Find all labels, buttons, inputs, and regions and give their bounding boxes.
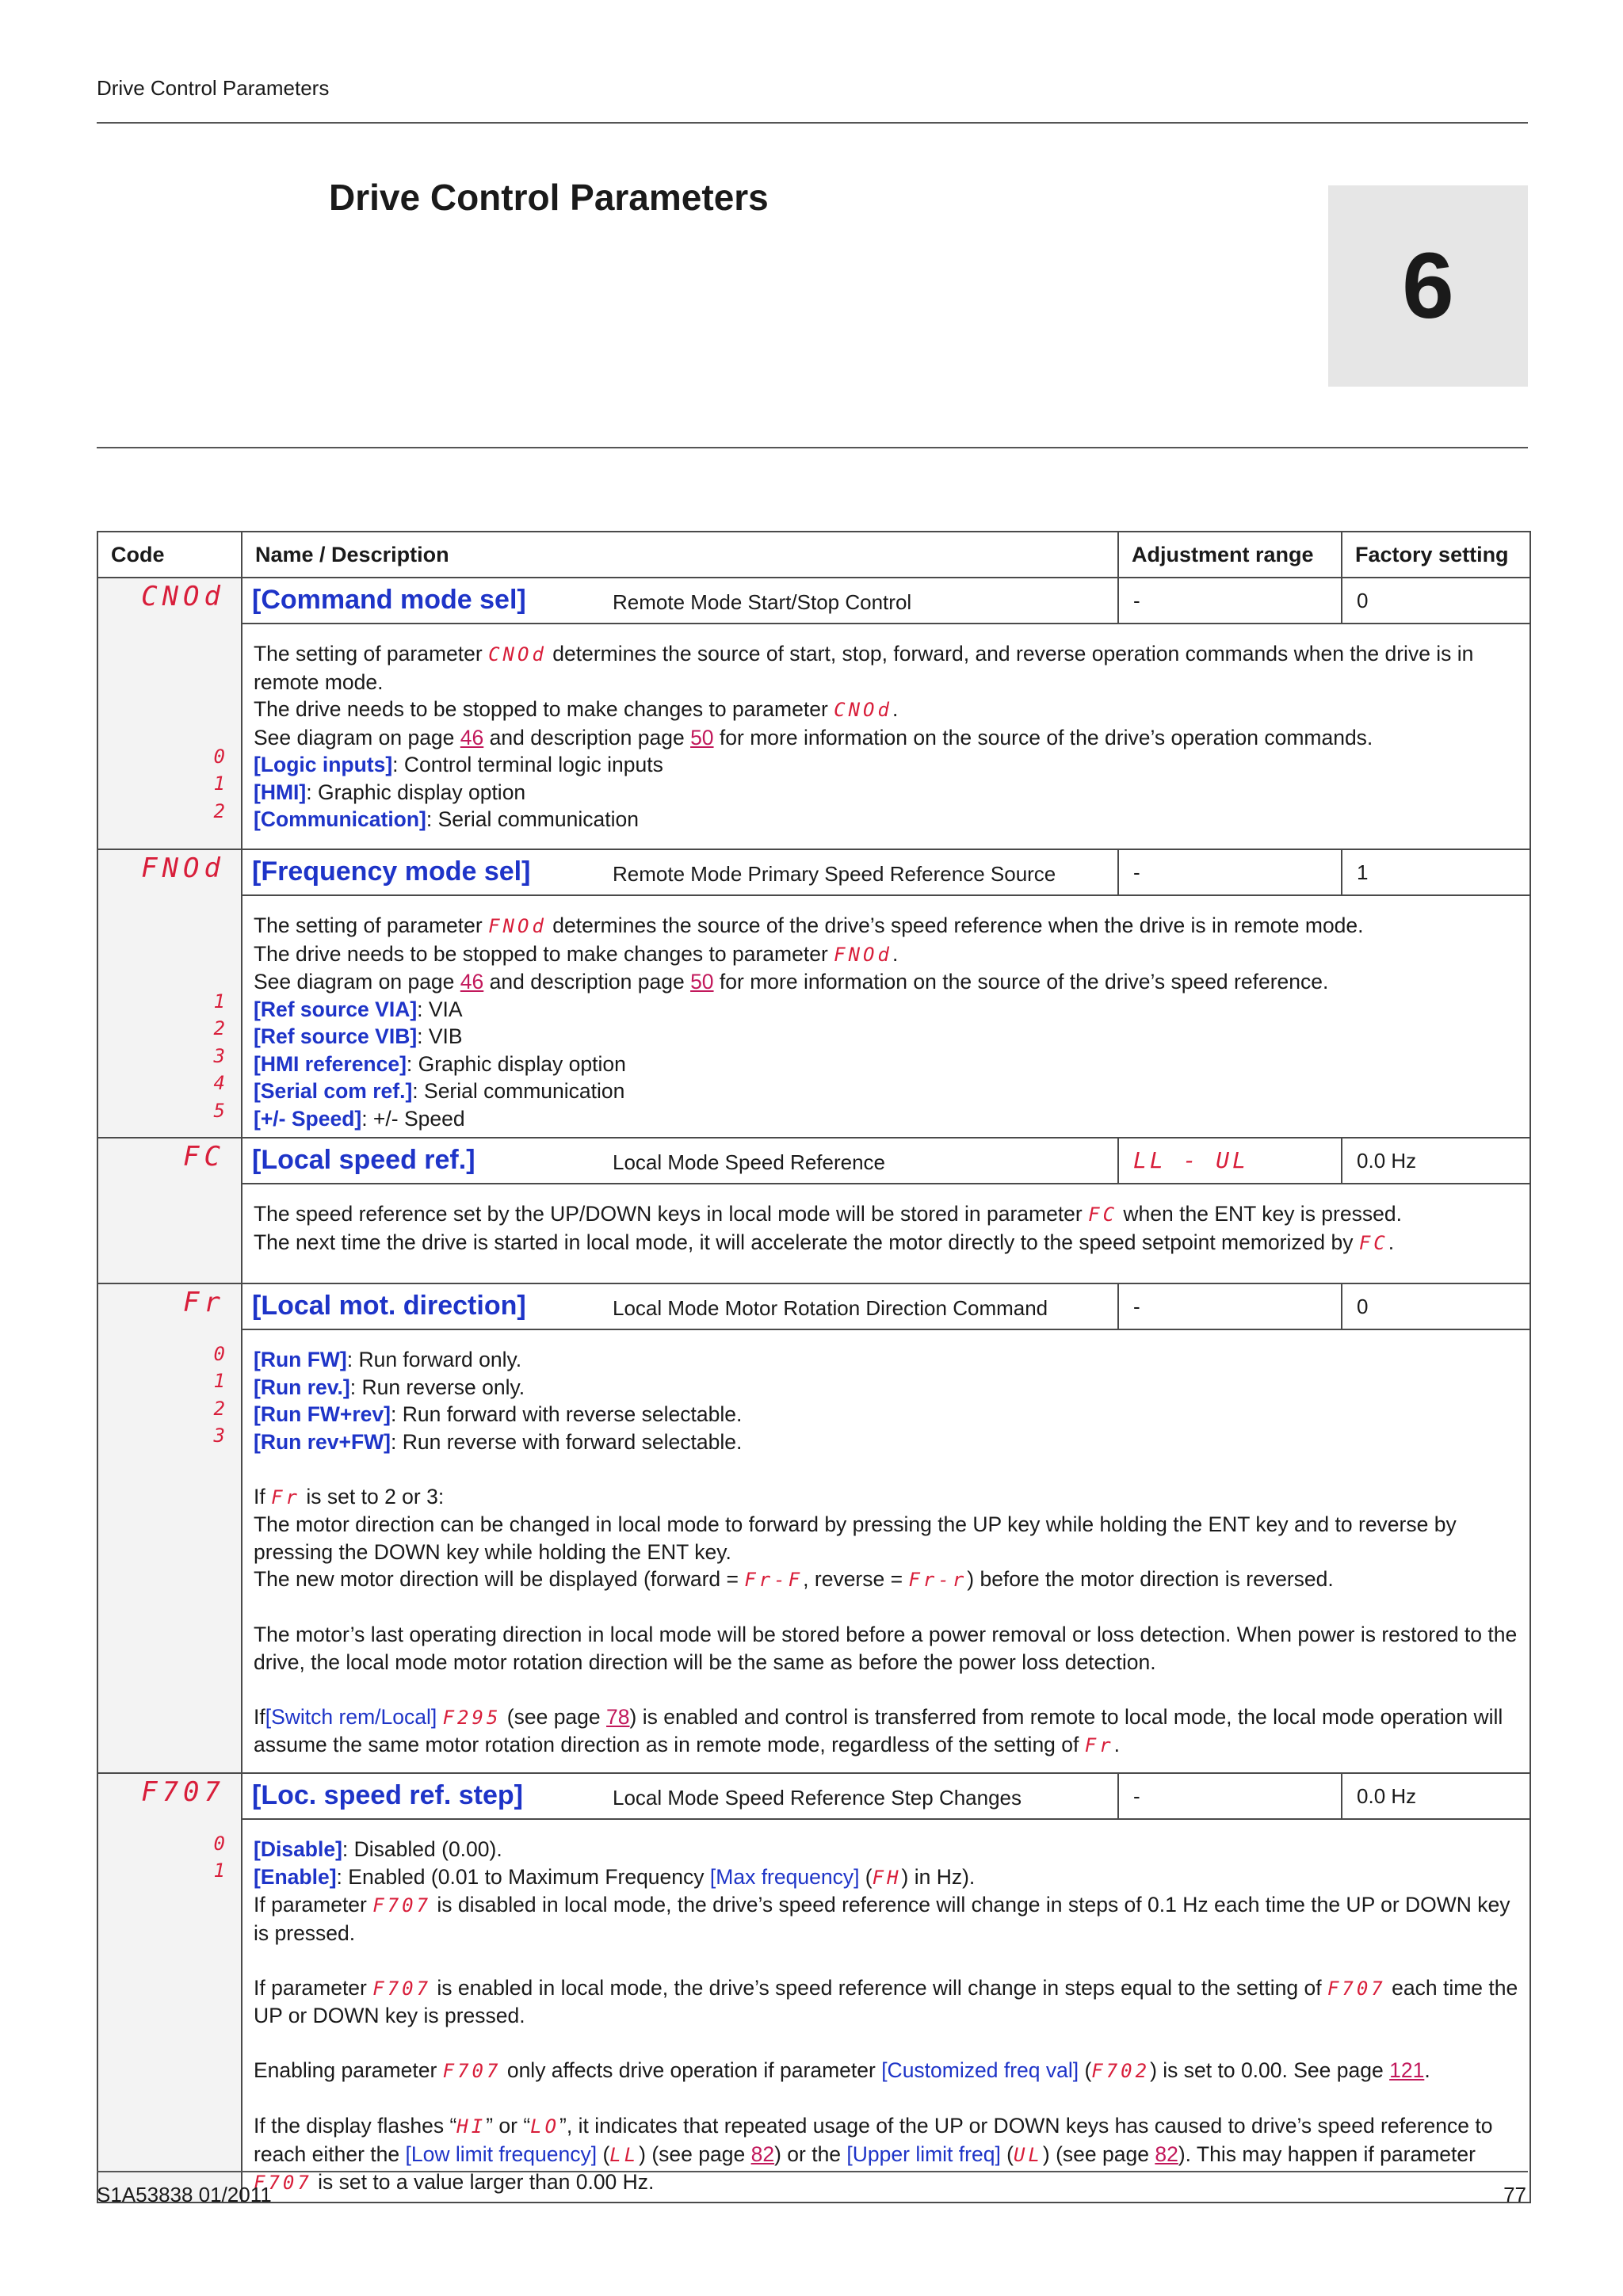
param-name: [Loc. speed ref. step] — [252, 1779, 523, 1810]
option-name: [Run FW] — [254, 1348, 347, 1371]
option-name: [Enable] — [254, 1864, 337, 1889]
text: each time the UP or DOWN key is pressed. — [254, 1975, 1518, 2027]
option-text: : Run reverse with forward selectable. — [391, 1429, 743, 1454]
text: See diagram on page — [254, 725, 455, 749]
option-line — [254, 1401, 1518, 1428]
option-name: [+/- Speed] — [254, 1106, 362, 1131]
text: If parameter — [254, 1893, 367, 1917]
factory-setting: 1 — [1342, 849, 1530, 895]
param-link[interactable]: [Customized freq val] — [881, 2058, 1079, 2082]
range-code: LL - UL — [1133, 1146, 1250, 1173]
text: is enabled in local mode, the drive’s speed reference will change in steps equal to the setting of — [437, 1975, 1322, 2000]
text: ) or the — [774, 2142, 842, 2166]
text: The setting of parameter — [254, 913, 483, 937]
text: . — [1424, 2058, 1430, 2082]
page-link[interactable]: 50 — [690, 970, 714, 994]
param-name: [Command mode sel] — [252, 584, 526, 615]
page-link[interactable]: 82 — [750, 2142, 775, 2166]
option-line — [254, 1428, 1518, 1456]
option-line — [254, 1374, 1518, 1402]
param-body: The setting of parameter CNOd determines the source of start, stop, forward, and reverse operation commands when the drive is in remote mode. The drive needs to be stopped to make changes to parameter CNOd. See diagram on page 46 and description page 50 for more information on the source of the drive’s operation commands. [Logic inputs]: Control terminal logic inputs [HMI]: Graphic display option [Communication]: Serial communication — [242, 624, 1530, 849]
page-link[interactable]: 50 — [690, 725, 714, 749]
text: and description page — [489, 725, 685, 749]
option-line — [254, 1346, 1518, 1374]
text: ) is enabled and control is transferred from remote to local mode, the local mode operation will assume the same motor rotation direction as in remote mode, regardless of the setting of — [254, 1704, 1503, 1756]
option-line — [254, 806, 1518, 833]
option-name: [Serial com ref.] — [254, 1079, 413, 1103]
inline-code: FC — [1358, 1231, 1388, 1254]
option-text: : Graphic display option — [306, 780, 526, 804]
text: is disabled in local mode, the drive’s speed reference will change in steps of 0.1 Hz each time the UP or DOWN key is pressed. — [254, 1893, 1510, 1945]
code-cell — [97, 1283, 242, 1773]
option-name: [Run FW+rev] — [254, 1402, 391, 1426]
text: (see page — [506, 1704, 601, 1729]
inline-code: FNOd — [488, 915, 547, 937]
param-row-cmod — [97, 578, 1530, 624]
param-short-desc: Local Mode Motor Rotation Direction Command — [600, 1283, 1118, 1329]
option-text: : Run reverse only. — [349, 1375, 525, 1399]
option-code: 1 — [213, 990, 225, 1013]
inline-code: Fr — [1084, 1734, 1114, 1756]
option-code: 2 — [213, 799, 225, 822]
adjustment-range: - — [1118, 578, 1342, 624]
param-code: CNOd — [141, 581, 225, 612]
option-line — [254, 1836, 1518, 1863]
option-code: 2 — [213, 1397, 225, 1420]
page-link[interactable]: 121 — [1389, 2058, 1425, 2082]
factory-setting: 0 — [1342, 578, 1530, 624]
text: (see page — [651, 2142, 746, 2166]
option-line — [254, 751, 1518, 779]
inline-code: Fr-r — [908, 1569, 968, 1591]
param-body — [242, 1184, 1530, 1283]
inline-code: F707 — [372, 1977, 432, 2000]
text: The drive needs to be stopped to make changes to parameter — [254, 697, 828, 721]
text: ” or “ — [486, 2114, 531, 2138]
factory-setting: 0.0 Hz — [1342, 1138, 1530, 1184]
inline-code: FNOd — [834, 943, 892, 966]
option-text: : Serial communication — [412, 1079, 625, 1103]
text: for more information on the source of the drive’s speed reference. — [719, 970, 1329, 994]
param-link[interactable]: [Upper limit freq] — [846, 2142, 1001, 2166]
footer-page-number: 77 — [1503, 2183, 1526, 2206]
table-header-row — [97, 532, 1530, 578]
inline-code: F707 — [1327, 1977, 1386, 2000]
page-title: Drive Control Parameters — [329, 177, 769, 218]
chapter-box — [1328, 185, 1528, 387]
option-text: : VIB — [417, 1024, 463, 1048]
option-code: 1 — [213, 1370, 225, 1392]
param-body: The setting of parameter FNOd determines the source of the drive’s speed reference when the drive is in remote mode. The drive needs to be stopped to make changes to parameter FNOd. See diagram on page 46 and description page 50 for more information on the source of the drive’s speed reference. [Ref source VIA]: VIA [Ref source VIB]: VIB [HMI reference]: Graphic display option [Serial com ref.]: Serial communication [+/- Speed]: +/- Speed — [242, 895, 1530, 1138]
code-cell — [97, 1773, 242, 2203]
inline-code: F707 — [372, 1894, 432, 1917]
inline-code: LO — [530, 2115, 560, 2138]
param-short-desc: Local Mode Speed Reference Step Changes — [600, 1773, 1118, 1819]
param-body: [Disable]: Disabled (0.00). [Enable]: Enabled (0.01 to Maximum Frequency [Max frequency] (FH) in Hz). If parameter F707 is disabled in local mode, the drive’s speed reference will change in steps of 0.1 Hz each time the UP or DOWN key is pressed. If parameter F707 is enabled in local mode, the drive’s speed reference will change in steps equal to the setting of F707 each time the UP or DOWN key is pressed. Enabling parameter F707 only affects drive operation if parameter [Customized freq val] (F702) is set to 0.00. See page 121. If the display flashes “HI” or “LO”, it indicates that repeated usage of the UP or DOWN keys has caused to drive’s speed reference to reach either the [Low limit frequency] (LL) (see page 82) or the [Upper limit freq] (UL) (see page 82). This may happen if parameter F707 is set to a value larger than 0.00 Hz. — [242, 1819, 1530, 2203]
param-name-cell — [242, 578, 600, 624]
param-link[interactable]: [Max frequency] — [709, 1864, 860, 1889]
inline-code: Fr — [271, 1486, 301, 1508]
param-name-cell — [242, 1283, 600, 1329]
text: determines the source of start, stop, forward, and reverse operation commands when the drive is in remote mode. — [254, 642, 1474, 694]
option-line — [254, 1051, 1518, 1078]
text: and description page — [489, 970, 685, 994]
param-body — [242, 1329, 1530, 1773]
option-text: : VIA — [417, 997, 463, 1021]
chapter-number: 6 — [1402, 234, 1454, 338]
option-code: 0 — [213, 745, 225, 768]
option-line — [254, 1077, 1518, 1105]
option-name: [Run rev+FW] — [254, 1429, 391, 1454]
option-text: : +/- Speed — [361, 1106, 465, 1131]
text: when the ENT key is pressed. — [1123, 1202, 1402, 1226]
inline-code: CNOd — [834, 699, 892, 721]
option-code: 5 — [213, 1099, 225, 1122]
footer-doc-id: S1A53838 01/2011 — [97, 2183, 272, 2206]
option-text: : Disabled (0.00). — [342, 1837, 502, 1861]
inline-code: F707 — [442, 2060, 502, 2082]
inline-code: UL — [1014, 2143, 1043, 2166]
option-line — [254, 1023, 1518, 1051]
inline-code: FC — [1088, 1203, 1118, 1226]
option-name: [Communication] — [254, 807, 426, 831]
option-code: 2 — [213, 1017, 225, 1039]
param-code: F707 — [141, 1776, 225, 1808]
text: is set to 0.00. See page — [1163, 2058, 1384, 2082]
param-row-fmod — [97, 849, 1530, 895]
option-code: 1 — [213, 772, 225, 795]
option-line — [254, 779, 1518, 807]
param-code: Fr — [183, 1287, 225, 1318]
option-name: [Ref source VIA] — [254, 997, 418, 1021]
option-name: [Run rev.] — [254, 1375, 350, 1399]
parameter-table — [97, 531, 1531, 2203]
text: . — [1388, 1230, 1395, 1254]
header-adjustment: Adjustment range — [1118, 532, 1342, 578]
header-code: Code — [97, 532, 242, 578]
option-text: : Run forward with reverse selectable. — [391, 1402, 743, 1426]
page-link[interactable]: 46 — [460, 970, 484, 994]
header-factory: Factory setting — [1342, 532, 1530, 578]
text: The next time the drive is started in local mode, it will accelerate the motor directly to the speed setpoint memorized by — [254, 1230, 1354, 1254]
option-code: 3 — [213, 1044, 225, 1067]
text: ). This may happen if parameter — [1178, 2142, 1476, 2166]
inline-code: CNOd — [488, 643, 547, 666]
inline-code: FH — [872, 1866, 902, 1889]
param-row-f707 — [97, 1773, 1530, 1819]
page-link[interactable]: 78 — [606, 1704, 630, 1729]
option-text: : Control terminal logic inputs — [392, 753, 663, 776]
param-name: [Local speed ref.] — [252, 1144, 475, 1175]
text: is set to a value larger than 0.00 Hz. — [318, 2170, 655, 2194]
option-name: [Disable] — [254, 1837, 342, 1861]
inline-code: F707 — [254, 2172, 312, 2194]
param-code: FNOd — [141, 852, 225, 884]
title-rule — [97, 447, 1528, 448]
adjustment-range: - — [1118, 1773, 1342, 1819]
text: The drive needs to be stopped to make changes to parameter — [254, 941, 828, 966]
text: determines the source of the drive’s speed reference when the drive is in remote mode. — [552, 913, 1364, 937]
inline-code: F702 — [1091, 2060, 1151, 2082]
inline-code: LL — [609, 2143, 640, 2166]
option-code: 3 — [213, 1425, 225, 1447]
code-cell — [97, 849, 242, 1138]
inline-code: F295 — [442, 1706, 502, 1729]
text: If parameter — [254, 1975, 367, 2000]
option-line — [254, 1105, 1518, 1133]
option-text: : Run forward only. — [346, 1348, 522, 1371]
param-link[interactable]: [Switch rem/Local] — [265, 1704, 437, 1729]
code-cell — [97, 1138, 242, 1283]
option-code: 0 — [213, 1342, 225, 1365]
option-name: [Ref source VIB] — [254, 1024, 418, 1048]
param-short-desc: Remote Mode Primary Speed Reference Source — [600, 849, 1118, 895]
option-text: : Serial communication — [426, 807, 639, 831]
param-short-desc: Local Mode Speed Reference — [600, 1138, 1118, 1184]
text: (see page — [1056, 2142, 1149, 2166]
param-row-fr — [97, 1283, 1530, 1329]
inline-code: HI — [456, 2115, 487, 2138]
param-row-fc — [97, 1138, 1530, 1184]
header-rule — [97, 122, 1528, 124]
param-name-cell — [242, 1773, 600, 1819]
text: If the display flashes “ — [254, 2114, 457, 2138]
code-cell — [97, 578, 242, 849]
header-name: Name / Description — [242, 532, 1118, 578]
adjustment-range: - — [1118, 1283, 1342, 1329]
option-text: : Graphic display option — [406, 1051, 626, 1076]
option-text: : Enabled (0.01 to Maximum Frequency — [336, 1864, 705, 1889]
param-short-desc: Remote Mode Start/Stop Control — [600, 578, 1118, 624]
text: . — [1113, 1733, 1121, 1756]
text: If — [254, 1484, 265, 1508]
option-code: 0 — [213, 1832, 225, 1855]
page-link[interactable]: 46 — [460, 725, 484, 749]
param-name: [Local mot. direction] — [252, 1290, 526, 1321]
option-name: [HMI] — [254, 780, 307, 804]
text: for more information on the source of the drive’s operation commands. — [719, 725, 1373, 749]
text: If — [254, 1704, 265, 1729]
text: is set to 2 or 3: — [306, 1484, 445, 1508]
adjustment-range: - — [1118, 849, 1342, 895]
text: The new motor direction will be displayed (forward = — [254, 1567, 739, 1591]
text: Enabling parameter — [254, 2058, 437, 2082]
option-code: 1 — [213, 1859, 225, 1882]
page-link[interactable]: 82 — [1155, 2142, 1178, 2166]
option-name: [Logic inputs] — [254, 753, 393, 776]
text: See diagram on page — [254, 970, 455, 994]
factory-setting: 0.0 Hz — [1342, 1773, 1530, 1819]
text: ”, it indicates that repeated usage of the UP or DOWN keys has caused to drive’s speed reference to reach either the — [254, 2114, 1493, 2166]
param-name-cell — [242, 1138, 600, 1184]
option-line — [254, 996, 1518, 1024]
text: The speed reference set by the UP/DOWN keys in local mode will be stored in parameter — [254, 1202, 1083, 1226]
footer-rule — [97, 2171, 1528, 2172]
paragraph: The motor direction can be changed in local mode to forward by pressing the UP key while holding the ENT key and to reverse by pressing the DOWN key while holding the ENT key. — [254, 1512, 1457, 1564]
option-name: [HMI reference] — [254, 1051, 407, 1076]
option-line: [Enable]: Enabled (0.01 to Maximum Frequency [Max frequency] (FH) in Hz). — [254, 1864, 976, 1889]
factory-setting: 0 — [1342, 1283, 1530, 1329]
text: in Hz). — [914, 1864, 976, 1889]
param-code: FC — [183, 1141, 225, 1173]
param-link[interactable]: [Low limit frequency] — [405, 2142, 598, 2166]
text: ) before the motor direction is reversed. — [967, 1567, 1334, 1591]
text: The setting of parameter — [254, 642, 483, 666]
text: only affects drive operation if parameter — [506, 2058, 876, 2082]
paragraph: The motor’s last operating direction in local mode will be stored before a power removal or loss detection. When power is restored to the drive, the local mode motor rotation direction will be the same as before the power loss detection. — [254, 1623, 1518, 1674]
param-name: [Frequency mode sel] — [252, 856, 531, 887]
option-code: 4 — [213, 1072, 225, 1094]
adjustment-range — [1118, 1138, 1342, 1184]
running-header: Drive Control Parameters — [97, 76, 330, 100]
param-name-cell — [242, 849, 600, 895]
text: , reverse = — [803, 1567, 903, 1591]
inline-code: Fr-F — [744, 1569, 804, 1591]
